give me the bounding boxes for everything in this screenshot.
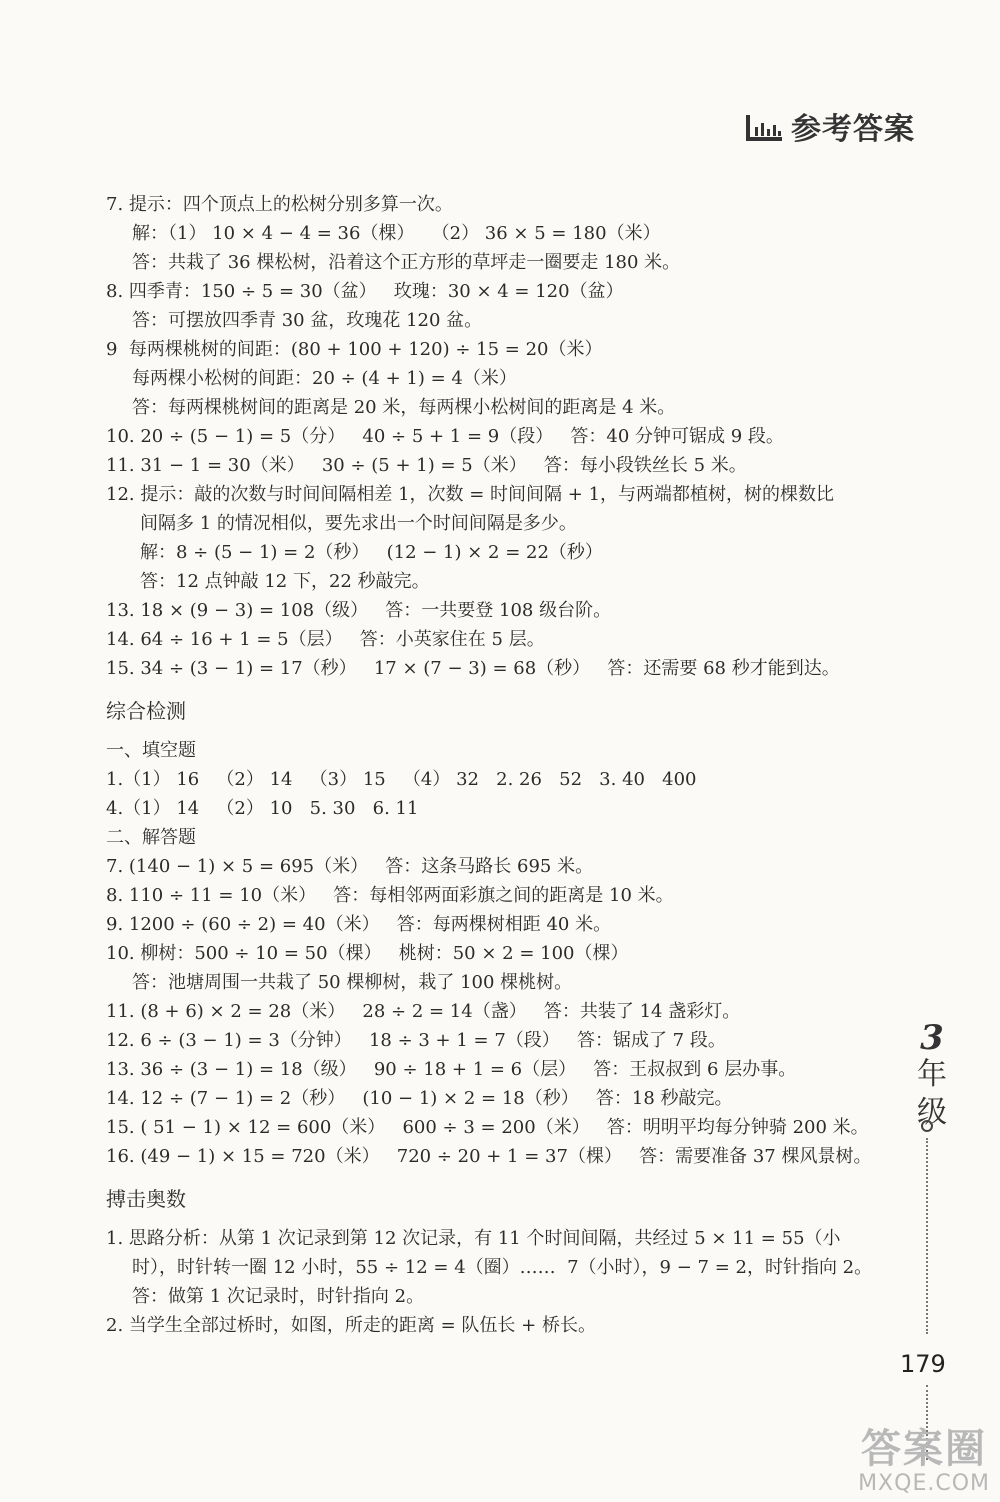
answer-line: 答：做第 1 次记录时，时针指向 2。 xyxy=(132,1286,425,1307)
circle-icon xyxy=(921,1120,933,1132)
subsection-heading: 一、填空题 xyxy=(106,740,196,761)
answer-line: 1.（1） 16 （2） 14 （3） 15 （4） 32 2. 26 52 3. 40 400 xyxy=(106,769,697,790)
answer-line: 16. (49 − 1) × 15 = 720（米） 720 ÷ 20 + 1 = 37（棵） 答：需要准备 37 棵风景树。 xyxy=(106,1146,872,1167)
answer-line: 答：共栽了 36 棵松树，沿着这个正方形的草坪走一圈要走 180 米。 xyxy=(132,252,681,273)
answer-line: 答：池塘周围一共栽了 50 棵柳树，栽了 100 棵桃树。 xyxy=(132,972,573,993)
grade-char-1: 年 xyxy=(917,1057,947,1092)
dotted-divider xyxy=(926,1138,928,1334)
answer-line: 答：可摆放四季青 30 盆，玫瑰花 120 盆。 xyxy=(132,310,483,331)
answer-line: 7. 提示：四个顶点上的松树分别多算一次。 xyxy=(106,194,453,215)
answer-line: 解：（1） 10 × 4 − 4 = 36（棵） （2） 36 × 5 = 180（米） xyxy=(132,223,661,244)
answer-line: 解：8 ÷ (5 − 1) = 2（秒） (12 − 1) × 2 = 22（秒） xyxy=(140,542,603,563)
answer-line: 1. 思路分析：从第 1 次记录到第 12 次记录，有 11 个时间间隔，共经过 5 × 11 = 55（小 xyxy=(106,1228,841,1249)
grade-label xyxy=(912,1020,952,1132)
subsection-heading: 二、解答题 xyxy=(106,827,196,848)
answer-line: 8. 四季青：150 ÷ 5 = 30（盆） 玫瑰：30 × 4 = 120（盆） xyxy=(106,281,624,302)
answer-line: 2. 当学生全部过桥时，如图，所走的距离 = 队伍长 + 桥长。 xyxy=(106,1315,596,1336)
answer-line: 9 每两棵桃树的间距：(80 + 100 + 120) ÷ 15 = 20（米） xyxy=(106,339,603,360)
answer-line: 13. 36 ÷ (3 − 1) = 18（级） 90 ÷ 18 + 1 = 6（层） 答：王叔叔到 6 层办事。 xyxy=(106,1059,797,1080)
answer-line: 12. 提示：敲的次数与时间间隔相差 1，次数 = 时间间隔 + 1，与两端都植树，树的棵数比 xyxy=(106,484,835,505)
watermark-main: 答案圈 xyxy=(861,1426,988,1472)
answer-line: 10. 柳树：500 ÷ 10 = 50（棵） 桃树：50 × 2 = 100（棵） xyxy=(106,943,629,964)
answer-line: 10. 20 ÷ (5 − 1) = 5（分） 40 ÷ 5 + 1 = 9（段） 答：40 分钟可锯成 9 段。 xyxy=(106,426,784,447)
page-number: 179 xyxy=(900,1350,946,1378)
answer-line: 时），时针转一圈 12 小时，55 ÷ 12 = 4（圈）…… 7（小时），9 − 7 = 2，时针指向 2。 xyxy=(132,1257,873,1278)
answer-line: 14. 12 ÷ (7 − 1) = 2（秒） (10 − 1) × 2 = 18（秒） 答：18 秒敲完。 xyxy=(106,1088,733,1109)
header-title: 参考答案 xyxy=(791,112,915,147)
section-heading: 搏击奥数 xyxy=(106,1187,186,1211)
answer-line: 4.（1） 14 （2） 10 5. 30 6. 11 xyxy=(106,798,419,819)
bar-logo-icon xyxy=(745,109,783,143)
answer-line: 8. 110 ÷ 11 = 10（米） 答：每相邻两面彩旗之间的距离是 10 米。 xyxy=(106,885,674,906)
answer-line: 15. ( 51 − 1) × 12 = 600（米） 600 ÷ 3 = 200（米） 答：明明平均每分钟骑 200 米。 xyxy=(106,1117,869,1138)
answer-line: 答：每两棵桃树间的距离是 20 米，每两棵小松树间的距离是 4 米。 xyxy=(132,397,676,418)
watermark xyxy=(858,1427,990,1496)
answer-line: 7. (140 − 1) × 5 = 695（米） 答：这条马路长 695 米。 xyxy=(106,856,594,877)
grade-number: 3 xyxy=(920,1018,944,1058)
answer-line: 12. 6 ÷ (3 − 1) = 3（分钟） 18 ÷ 3 + 1 = 7（段） 答：锯成了 7 段。 xyxy=(106,1030,726,1051)
answer-content xyxy=(106,190,873,1340)
answer-line: 14. 64 ÷ 16 + 1 = 5（层） 答：小英家住在 5 层。 xyxy=(106,629,545,650)
grade-char-2: 级 xyxy=(917,1095,947,1130)
section-heading: 综合检测 xyxy=(106,699,186,723)
answer-line: 11. (8 + 6) × 2 = 28（米） 28 ÷ 2 = 14（盏） 答：共装了 14 盏彩灯。 xyxy=(106,1001,741,1022)
answer-line: 15. 34 ÷ (3 − 1) = 17（秒） 17 × (7 − 3) = 68（秒） 答：还需要 68 秒才能到达。 xyxy=(106,658,840,679)
answer-line: 9. 1200 ÷ (60 ÷ 2) = 40（米） 答：每两棵树相距 40 米。 xyxy=(106,914,612,935)
answer-line: 11. 31 − 1 = 30（米） 30 ÷ (5 + 1) = 5（米） 答：每小段铁丝长 5 米。 xyxy=(106,455,747,476)
answer-line: 13. 18 × (9 − 3) = 108（级） 答：一共要登 108 级台阶。 xyxy=(106,600,612,621)
page-header xyxy=(745,104,915,148)
watermark-url: MXQE.COM xyxy=(858,1471,990,1496)
answer-line: 间隔多 1 的情况相似，要先求出一个时间间隔是多少。 xyxy=(140,513,577,534)
answer-line: 每两棵小松树的间距：20 ÷ (4 + 1) = 4（米） xyxy=(132,368,517,389)
answer-line: 答：12 点钟敲 12 下，22 秒敲完。 xyxy=(140,571,430,592)
